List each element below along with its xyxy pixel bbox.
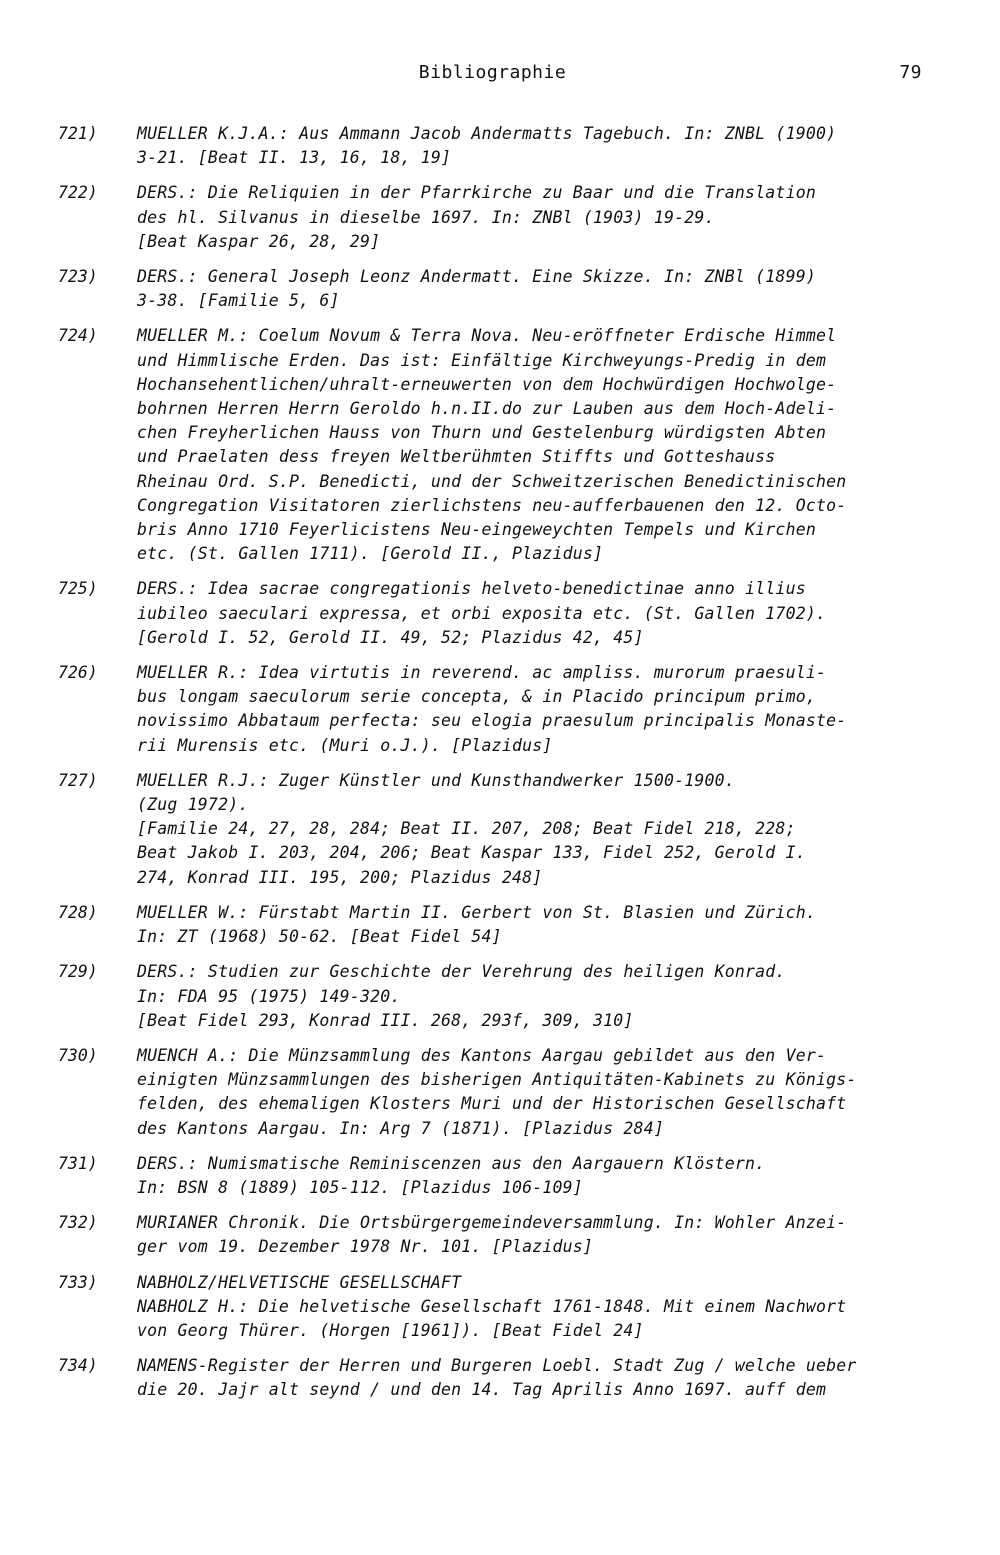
entry-line: etc. (St. Gallen 1711). [Gerold II., Plazidus]	[137, 544, 604, 564]
bibliography-entry	[0, 1152, 1000, 1200]
entry-number: 725)	[58, 579, 98, 599]
entry-line: und Himmlische Erden. Das ist: Einfältige Kirchweyungs-Predig in dem	[137, 350, 827, 370]
entry-line: NABHOLZ H.: Die helvetische Gesellschaft 1761-1848. Mit einem Nachwort	[137, 1296, 847, 1316]
entry-text	[137, 1044, 967, 1141]
bibliography-list	[0, 122, 1000, 1414]
entry-line: DERS.: Die Reliquien in der Pfarrkirche zu Baar und die Translation	[137, 183, 816, 203]
entry-text	[137, 324, 967, 566]
entry-line: In: ZT (1968) 50-62. [Beat Fidel 54]	[137, 927, 502, 947]
entry-line: MUELLER M.: Coelum Novum & Terra Nova. Neu-eröffneter Erdische Himmel	[137, 326, 837, 346]
running-title: Bibliographie	[418, 62, 567, 83]
bibliography-entry	[0, 1211, 1000, 1259]
entry-line: 3-21. [Beat II. 13, 16, 18, 19]	[137, 148, 452, 168]
entry-text	[137, 1211, 967, 1259]
entry-line: In: FDA 95 (1975) 149-320.	[137, 986, 401, 1006]
entry-line: In: BSN 8 (1889) 105-112. [Plazidus 106-109]	[137, 1177, 583, 1197]
entry-line: bus longam saeculorum serie concepta, & in Placido principum primo,	[137, 687, 816, 707]
page-number: 79	[899, 62, 922, 83]
entry-line: NABHOLZ/HELVETISCHE GESELLSCHAFT	[137, 1272, 462, 1292]
entry-number: 733)	[58, 1272, 98, 1292]
entry-number: 731)	[58, 1153, 98, 1173]
entry-text	[137, 1354, 967, 1402]
entry-line: felden, des ehemaligen Klosters Muri und der Historischen Gesellschaft	[137, 1094, 847, 1114]
entry-number: 732)	[58, 1213, 98, 1233]
entry-line: des hl. Silvanus in dieselbe 1697. In: ZNBl (1903) 19-29.	[137, 207, 715, 227]
entry-line: [Beat Fidel 293, Konrad III. 268, 293f, 309, 310]	[137, 1010, 634, 1030]
bibliography-entry	[0, 661, 1000, 758]
bibliography-entry	[0, 577, 1000, 650]
entry-line: MUENCH A.: Die Münzsammlung des Kantons Aargau gebildet aus den Ver-	[137, 1045, 827, 1065]
entry-text	[137, 661, 967, 758]
entry-number: 723)	[58, 267, 98, 287]
entry-line: [Gerold I. 52, Gerold II. 49, 52; Plazidus 42, 45]	[137, 627, 644, 647]
entry-line: [Familie 24, 27, 28, 284; Beat II. 207, 208; Beat Fidel 218, 228;	[137, 819, 796, 839]
bibliography-entry	[0, 1354, 1000, 1402]
entry-line: einigten Münzsammlungen des bisherigen Antiquitäten-Kabinets zu Königs-	[137, 1070, 857, 1090]
entry-line: Hochansehentlichen/uhralt-erneuwerten von dem Hochwürdigen Hochwolge-	[137, 374, 837, 394]
entry-number: 734)	[58, 1356, 98, 1376]
entry-number: 722)	[58, 183, 98, 203]
entry-line: des Kantons Aargau. In: Arg 7 (1871). [Plazidus 284]	[137, 1118, 664, 1138]
bibliography-entry	[0, 1271, 1000, 1344]
entry-line: Beat Jakob I. 203, 204, 206; Beat Kaspar 133, Fidel 252, Gerold I.	[137, 843, 806, 863]
bibliography-entry	[0, 901, 1000, 949]
entry-line: Rheinau Ord. S.P. Benedicti, und der Schweitzerischen Benedictinischen	[137, 471, 847, 491]
entry-text	[137, 769, 967, 890]
entry-line: MURIANER Chronik. Die Ortsbürgergemeindeversammlung. In: Wohler Anzei-	[137, 1213, 847, 1233]
entry-text	[137, 122, 967, 170]
bibliography-entry	[0, 122, 1000, 170]
entry-number: 730)	[58, 1045, 98, 1065]
entry-line: DERS.: General Joseph Leonz Andermatt. Eine Skizze. In: ZNBl (1899)	[137, 267, 816, 287]
entry-number: 721)	[58, 124, 98, 143]
entry-line: [Beat Kaspar 26, 28, 29]	[137, 231, 381, 251]
entry-text	[137, 901, 967, 949]
entry-line: Congregation Visitatoren zierlichstens neu-aufferbauenen den 12. Octo-	[137, 495, 847, 515]
entry-line: von Georg Thürer. (Horgen [1961]). [Beat Fidel 24]	[137, 1320, 644, 1340]
entry-line: bohrnen Herren Herrn Geroldo h.n.II.do zur Lauben aus dem Hoch-Adeli-	[137, 399, 837, 419]
entry-text	[137, 960, 967, 1033]
entry-line: (Zug 1972).	[137, 795, 249, 815]
entry-line: DERS.: Numismatische Reminiscenzen aus den Aargauern Klöstern.	[137, 1153, 766, 1173]
entry-line: DERS.: Idea sacrae congregationis helveto-benedictinae anno illius	[137, 579, 806, 599]
entry-number: 729)	[58, 962, 98, 982]
entry-text	[137, 265, 967, 313]
entry-line: 274, Konrad III. 195, 200; Plazidus 248]	[137, 867, 543, 887]
entry-line: 3-38. [Familie 5, 6]	[137, 291, 340, 311]
entry-line: novissimo Abbataum perfecta: seu elogia praesulum principalis Monaste-	[137, 711, 847, 731]
entry-line: DERS.: Studien zur Geschichte der Verehrung des heiligen Konrad.	[137, 962, 786, 982]
entry-text	[137, 1152, 967, 1200]
entry-line: MUELLER R.: Idea virtutis in reverend. ac ampliss. murorum praesuli-	[137, 663, 827, 683]
entry-line: bris Anno 1710 Feyerlicistens Neu-eingeweychten Tempels und Kirchen	[137, 520, 816, 540]
entry-line: die 20. Jajr alt seynd / und den 14. Tag Aprilis Anno 1697. auff dem	[137, 1380, 827, 1400]
entry-line: iubileo saeculari expressa, et orbi exposita etc. (St. Gallen 1702).	[137, 603, 827, 623]
bibliography-entry	[0, 769, 1000, 890]
entry-line: MUELLER K.J.A.: Aus Ammann Jacob Andermatts Tagebuch. In: ZNBL (1900)	[137, 124, 837, 143]
entry-line: NAMENS-Register der Herren und Burgeren Loebl. Stadt Zug / welche ueber	[137, 1356, 857, 1376]
entry-line: MUELLER R.J.: Zuger Künstler und Kunsthandwerker 1500-1900.	[137, 770, 735, 790]
page-header	[0, 62, 1000, 88]
entry-line: rii Murensis etc. (Muri o.J.). [Plazidus]	[137, 735, 553, 755]
entry-line: MUELLER W.: Fürstabt Martin II. Gerbert von St. Blasien und Zürich.	[137, 902, 816, 922]
entry-number: 727)	[58, 770, 98, 790]
bibliography-entry	[0, 181, 1000, 254]
entry-number: 726)	[58, 663, 98, 683]
bibliography-entry	[0, 1044, 1000, 1141]
bibliography-entry	[0, 960, 1000, 1033]
entry-text	[137, 181, 967, 254]
entry-line: ger vom 19. Dezember 1978 Nr. 101. [Plazidus]	[137, 1237, 594, 1257]
entry-text	[137, 577, 967, 650]
entry-number: 724)	[58, 326, 98, 346]
entry-line: chen Freyherlichen Hauss von Thurn und Gestelenburg würdigsten Abten	[137, 423, 827, 443]
bibliography-entry	[0, 324, 1000, 566]
bibliography-entry	[0, 265, 1000, 313]
entry-text	[137, 1271, 967, 1344]
entry-number: 728)	[58, 902, 98, 922]
entry-line: und Praelaten dess freyen Weltberühmten Stiffts und Gotteshauss	[137, 447, 776, 467]
